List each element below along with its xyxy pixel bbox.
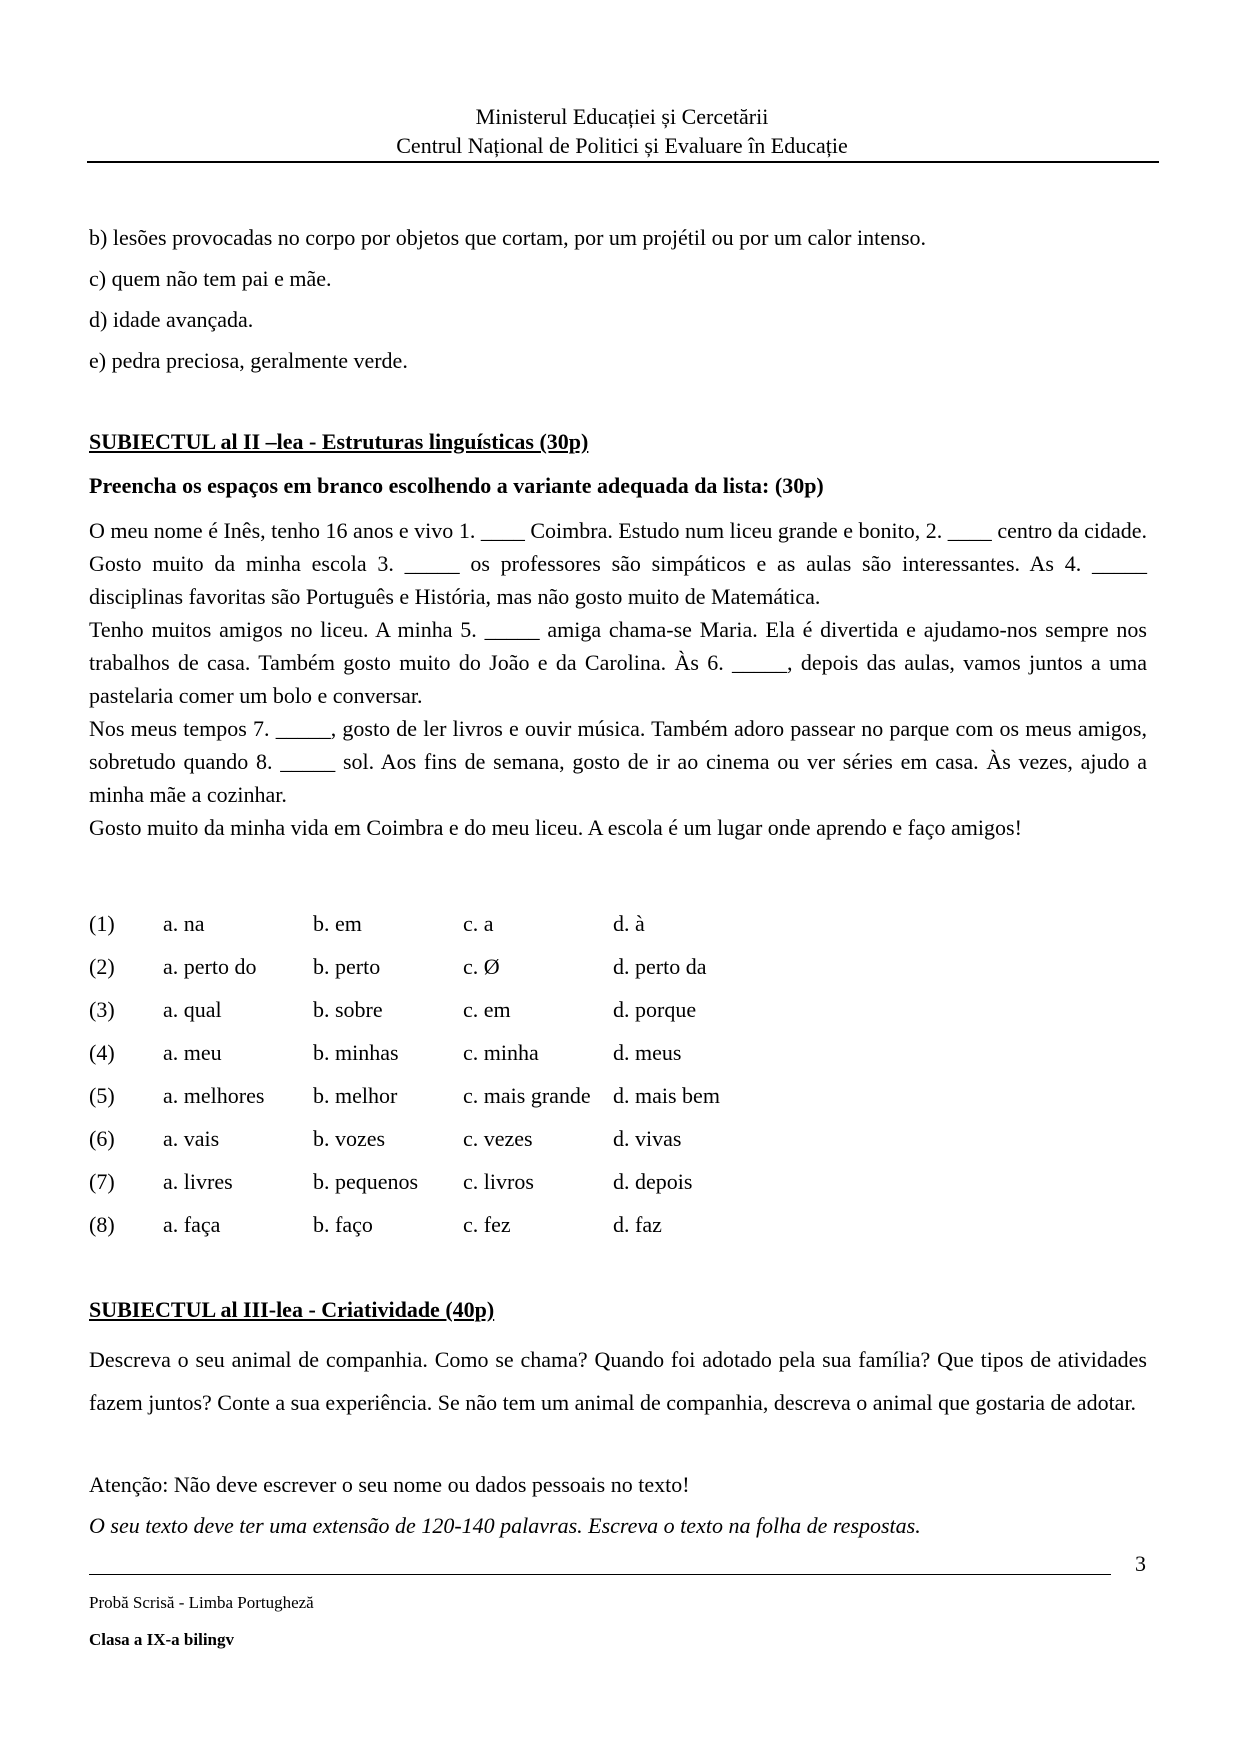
option-c: c. vezes: [463, 1126, 533, 1151]
header-divider: [87, 161, 1159, 163]
option-c: c. fez: [463, 1212, 511, 1237]
option-a: a. meu: [163, 1040, 222, 1065]
definition-c: c) quem não tem pai e mãe.: [89, 266, 332, 291]
option-b: b. sobre: [313, 997, 383, 1022]
option-d: d. vivas: [613, 1126, 682, 1151]
cloze-paragraph-1: O meu nome é Inês, tenho 16 anos e vivo 1. ____ Coimbra. Estudo num liceu grande e bonito, 2. ____ centro da cidade. Gosto muito da minha escola 3. _____ os professores são simpáticos e as aulas são interessantes. As 4. _____ disciplinas favoritas são Português e História, mas não gosto muito de Matemática.: [89, 518, 1147, 609]
option-b: b. vozes: [313, 1126, 386, 1151]
option-b: b. melhor: [313, 1083, 398, 1108]
option-a: a. qual: [163, 997, 222, 1022]
footer-exam: Probă Scrisă - Limba Portugheză: [89, 1593, 314, 1612]
option-a: a. livres: [163, 1169, 233, 1194]
option-number: (6): [89, 1126, 115, 1151]
option-number: (7): [89, 1169, 115, 1194]
option-d: d. meus: [613, 1040, 682, 1065]
section2-instruction: Preencha os espaços em branco escolhendo a variante adequada da lista: (30p): [89, 473, 824, 498]
option-c: c. minha: [463, 1040, 539, 1065]
section3-note: O seu texto deve ter uma extensão de 120-140 palavras. Escreva o texto na folha de respostas.: [89, 1513, 921, 1538]
cloze-text: [89, 514, 1147, 844]
header-center: Centrul Național de Politici și Evaluare în Educație: [396, 133, 848, 158]
section2-title: SUBIECTUL al II –lea - Estruturas linguísticas (30p): [89, 429, 589, 454]
cloze-paragraph-4: Gosto muito da minha vida em Coimbra e do meu liceu. A escola é um lugar onde aprendo e faço amigos!: [89, 815, 1022, 840]
option-d: d. perto da: [613, 954, 707, 979]
definition-d: d) idade avançada.: [89, 307, 254, 332]
footer-class: Clasa a IX-a bilingv: [89, 1630, 234, 1649]
option-b: b. pequenos: [313, 1169, 419, 1194]
option-b: b. perto: [313, 954, 381, 979]
footer-divider: [89, 1574, 1111, 1575]
option-c: c. Ø: [463, 954, 500, 979]
cloze-paragraph-3: Nos meus tempos 7. _____, gosto de ler livros e ouvir música. Também adoro passear no parque com os meus amigos, sobretudo quando 8. _____ sol. Aos fins de semana, gosto de ir ao cinema ou ver séries em casa. Às vezes, ajudo a minha mãe a cozinhar.: [89, 716, 1147, 807]
option-number: (3): [89, 997, 115, 1022]
option-d: d. à: [613, 911, 645, 936]
section3-warning: Atenção: Não deve escrever o seu nome ou dados pessoais no texto!: [89, 1472, 690, 1497]
option-c: c. livros: [463, 1169, 534, 1194]
option-number: (1): [89, 911, 115, 936]
option-number: (2): [89, 954, 115, 979]
option-b: b. minhas: [313, 1040, 399, 1065]
option-d: d. porque: [613, 997, 697, 1022]
cloze-paragraph-2: Tenho muitos amigos no liceu. A minha 5. _____ amiga chama-se Maria. Ela é divertida e ajudamo-nos sempre nos trabalhos de casa. Também gosto muito do João e da Carolina. Às 6. _____, depois das aulas, vamos juntos a uma pastelaria comer um bolo e conversar.: [89, 617, 1147, 708]
option-b: b. em: [313, 911, 362, 936]
option-d: d. faz: [613, 1212, 662, 1237]
option-d: d. mais bem: [613, 1083, 720, 1108]
header-ministry: Ministerul Educației și Cercetării: [475, 104, 769, 129]
option-a: a. faça: [163, 1212, 221, 1237]
definition-e: e) pedra preciosa, geralmente verde.: [89, 348, 408, 373]
option-number: (4): [89, 1040, 115, 1065]
option-b: b. faço: [313, 1212, 373, 1237]
page-number: 3: [1135, 1551, 1146, 1576]
definition-b: b) lesões provocadas no corpo por objetos que cortam, por um projétil ou por um calor intenso.: [89, 225, 927, 250]
section3-title: SUBIECTUL al III-lea - Criatividade (40p): [89, 1297, 495, 1322]
option-a: a. na: [163, 911, 205, 936]
option-a: a. melhores: [163, 1083, 265, 1108]
option-number: (5): [89, 1083, 115, 1108]
option-c: c. a: [463, 911, 494, 936]
option-a: a. vais: [163, 1126, 220, 1151]
option-c: c. mais grande: [463, 1083, 591, 1108]
option-number: (8): [89, 1212, 115, 1237]
section3-prompt: Descreva o seu animal de companhia. Como se chama? Quando foi adotado pela sua família? Que tipos de atividades fazem juntos? Conte a sua experiência. Se não tem um animal de companhia, descreva o animal que gostaria de adotar.: [89, 1347, 1147, 1415]
option-a: a. perto do: [163, 954, 257, 979]
option-d: d. depois: [613, 1169, 693, 1194]
option-c: c. em: [463, 997, 511, 1022]
